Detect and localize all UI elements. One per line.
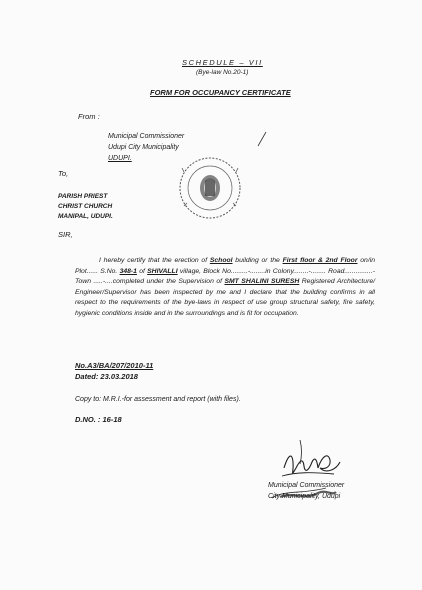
to-address-line-2: CHRIST CHURCH (58, 203, 113, 210)
bye-law-reference: (Bye-law No.20-1) (196, 69, 249, 76)
to-address-line-3: MANIPAL, UDUPI. (58, 213, 113, 220)
building-type: School (209, 257, 233, 264)
signature-mark (272, 440, 340, 498)
from-address-line-2: Udupi City Municipality (108, 144, 179, 151)
date: Dated: 23.03.2018 (75, 372, 138, 381)
from-address-line-3: UDUPI. (108, 155, 132, 162)
signatory-office: City Municipality, Udupi (268, 493, 341, 500)
tick-mark (258, 132, 266, 146)
reference-number: No.A3/BA/207/2010-11 (75, 361, 154, 370)
supervisor-name: SMT SHALINI SURESH (224, 278, 300, 286)
from-label: From : (78, 112, 100, 121)
signatory-title: Municipal Commissioner (268, 482, 345, 489)
salutation: SIR, (58, 230, 73, 239)
certificate-paragraph: I hereby certify that the erection of School building or the First floor & 2nd Floor on/in Plot...... S.No. 348-1 of SHIVALLI village, Block No.........-........in Colony........-........ Road...............-Town .....-....completed under the Supervision of SMT SHALINI SURESH Registered Architecture/ Engineer/Supervisor has been inspected by me and I declare that the building confirms in all respect to the requirements of the bye-laws in respect of use group structural safety, fire safety, hygienic conditions inside and in the surroundings and is fit for occupation. (75, 257, 375, 317)
office-seal-icon (180, 158, 240, 218)
to-address-line-1: PARISH PRIEST (58, 193, 108, 200)
floors: First floor & 2nd Floor (282, 257, 358, 264)
village-name: SHIVALLI (147, 267, 178, 275)
form-title: FORM FOR OCCUPANCY CERTIFICATE (150, 88, 291, 97)
copy-to: Copy to: M.R.I.-for assessment and report (with files). (75, 396, 241, 403)
to-label: To, (58, 169, 69, 178)
document-number: D.NO. : 16-18 (75, 415, 122, 424)
survey-number: 348-1 (119, 267, 137, 275)
schedule-heading: SCHEDULE – VII (182, 58, 263, 67)
from-address-line-1: Municipal Commissioner (108, 133, 185, 140)
